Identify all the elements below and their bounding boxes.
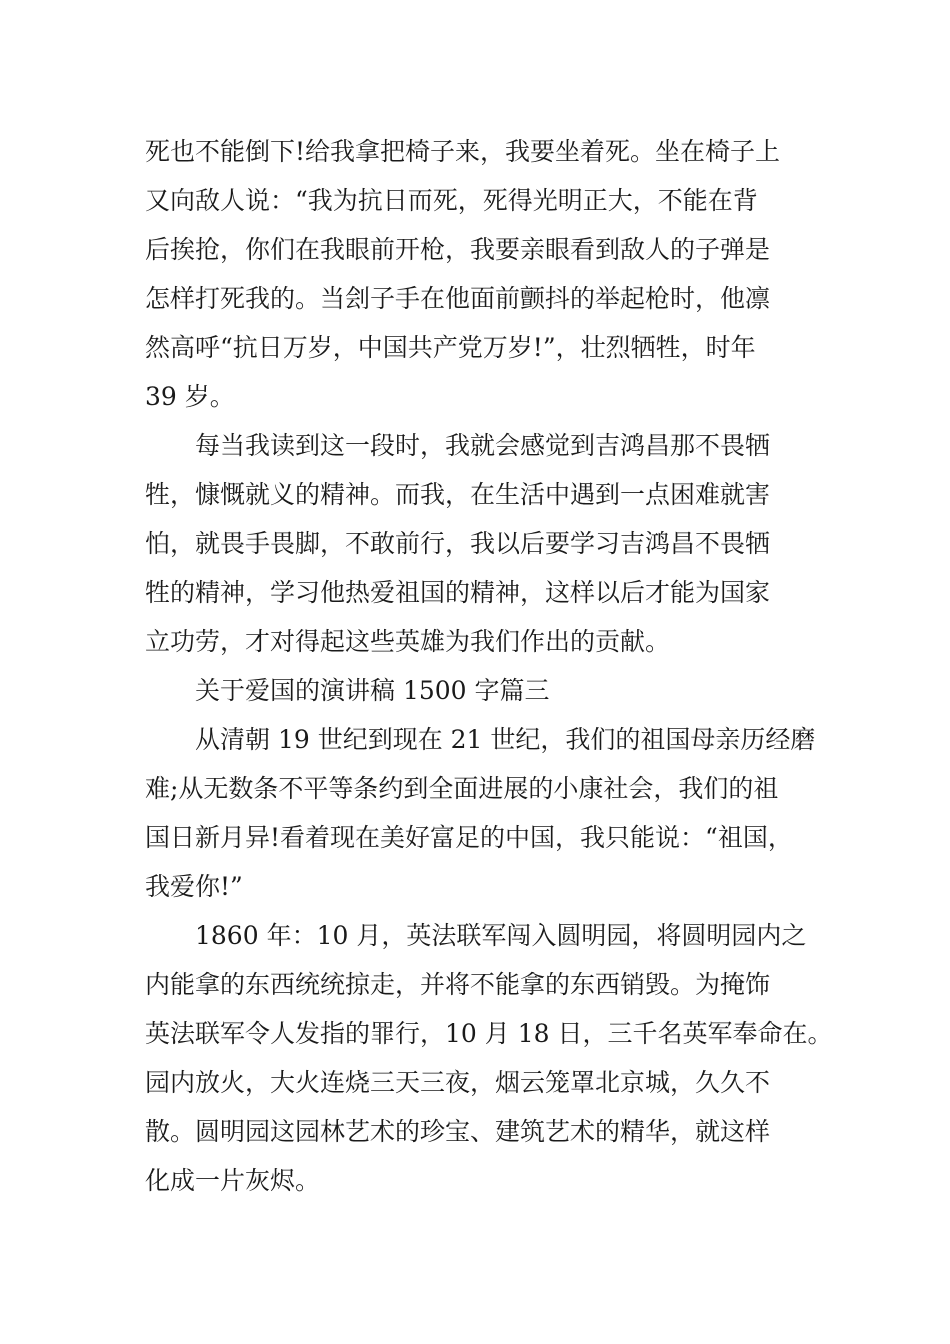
text-line: 怕，就畏手畏脚，不敢前行，我以后要学习吉鸿昌不畏牺	[145, 529, 771, 558]
text-line: 每当我读到这一段时，我就会感觉到吉鸿昌那不畏牺	[195, 431, 771, 460]
text-line: 内能拿的东西统统掠走，并将不能拿的东西销毁。为掩饰	[145, 970, 771, 999]
text-line: 怎样打死我的。当刽子手在他面前颤抖的举起枪时，他凛	[145, 284, 771, 313]
text-line: 牲，慷慨就义的精神。而我，在生活中遇到一点困难就害	[145, 480, 771, 509]
text-line: 1860 年：10 月，英法联军闯入圆明园，将圆明园内之	[195, 921, 807, 950]
text-line: 牲的精神，学习他热爱祖国的精神，这样以后才能为国家	[145, 578, 771, 607]
text-line: 园内放火，大火连烧三天三夜，烟云笼罩北京城，久久不	[145, 1068, 771, 1097]
text-line: 从清朝 19 世纪到现在 21 世纪，我们的祖国母亲历经磨	[195, 725, 816, 754]
paragraph-1	[145, 127, 815, 421]
text-line: 后挨抢，你们在我眼前开枪，我要亲眼看到敌人的子弹是	[145, 235, 771, 264]
paragraph-3	[145, 715, 815, 911]
text-line: 散。圆明园这园林艺术的珍宝、建筑艺术的精华，就这样	[145, 1117, 771, 1146]
text-line: 我爱你!”	[145, 872, 243, 901]
text-line: 然高呼“抗日万岁，中国共产党万岁!”，壮烈牺牲，时年	[145, 333, 756, 362]
section-heading	[145, 666, 815, 715]
text-line: 化成一片灰烬。	[145, 1166, 321, 1195]
text-line: 又向敌人说：“我为抗日而死，死得光明正大，不能在背	[145, 186, 758, 215]
text-line: 难;从无数条不平等条约到全面进展的小康社会，我们的祖	[145, 774, 779, 803]
section-heading-text: 关于爱国的演讲稿 1500 字篇三	[195, 676, 550, 705]
text-line: 39 岁。	[145, 382, 235, 411]
paragraph-2	[145, 421, 815, 666]
document-body	[145, 127, 833, 1205]
text-line: 立功劳，才对得起这些英雄为我们作出的贡献。	[145, 627, 671, 656]
text-line: 死也不能倒下!给我拿把椅子来，我要坐着死。坐在椅子上	[145, 137, 781, 166]
text-line: 国日新月异!看着现在美好富足的中国，我只能说：“祖国，	[145, 823, 793, 852]
text-line: 英法联军令人发指的罪行，10 月 18 日，三千名英军奉命在。	[145, 1019, 833, 1048]
paragraph-4	[145, 911, 833, 1205]
